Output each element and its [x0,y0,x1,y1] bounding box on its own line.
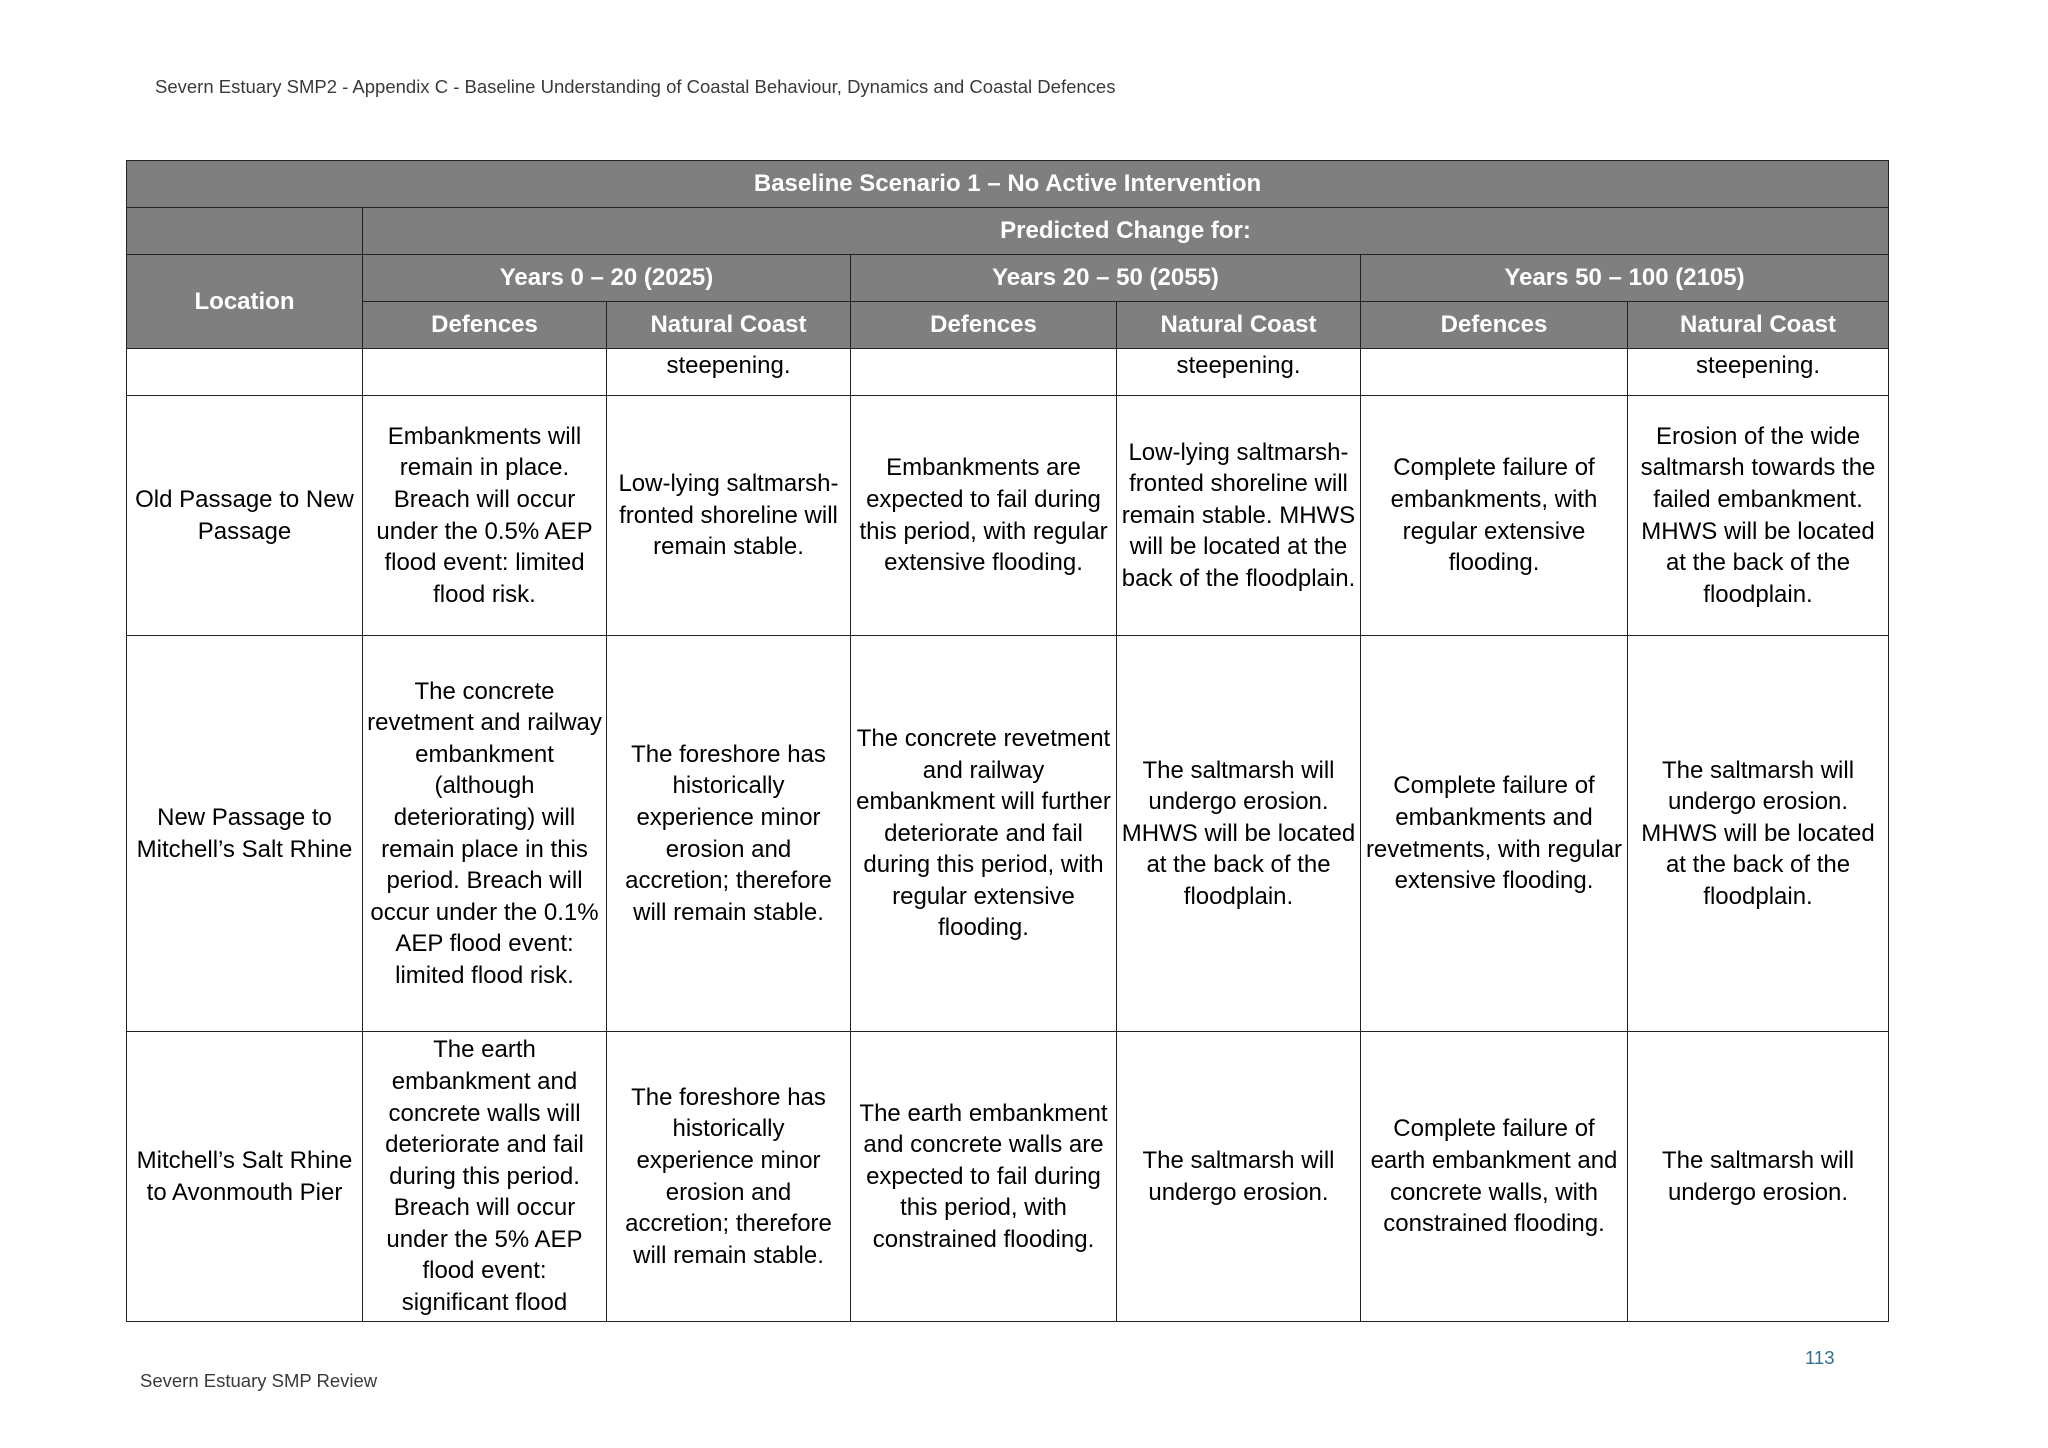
table-cell: The concrete revetment and railway embankment will further deteriorate and fail during this period, with regular extensive flooding. [851,636,1117,1032]
table-cell: Low-lying saltmarsh-fronted shoreline will remain stable. MHWS will be located at the back of the floodplain. [1117,396,1361,636]
table-cell: Embankments are expected to fail during this period, with regular extensive flooding. [851,396,1117,636]
table-cell: The earth embankment and concrete walls will deteriorate and fail during this period. Breach will occur under the 5% AEP flood event: significant flood [363,1032,607,1322]
period-header-0-20: Years 0 – 20 (2025) [363,255,851,302]
table-cell [363,349,607,396]
location-cell: Old Passage to New Passage [127,396,363,636]
subheader-natural-coast: Natural Coast [607,302,851,349]
continuation-row [127,349,1889,396]
location-cell: Mitchell’s Salt Rhine to Avonmouth Pier [127,1032,363,1322]
running-footer: Severn Estuary SMP Review [140,1370,378,1391]
table-cell: The earth embankment and concrete walls are expected to fail during this period, with constrained flooding. [851,1032,1117,1322]
subheader-defences: Defences [363,302,607,349]
baseline-scenario-table [126,160,1889,1322]
table-cell [1361,349,1628,396]
table-cell: Embankments will remain in place. Breach will occur under the 0.5% AEP flood event: limited flood risk. [363,396,607,636]
table-cell: The saltmarsh will undergo erosion. MHWS will be located at the back of the floodplain. [1117,636,1361,1032]
table-title: Baseline Scenario 1 – No Active Intervention [127,161,1889,208]
table-cell: Complete failure of embankments and revetments, with regular extensive flooding. [1361,636,1628,1032]
subheader-defences: Defences [1361,302,1628,349]
table-cell: Complete failure of earth embankment and concrete walls, with constrained flooding. [1361,1032,1628,1322]
table-row [127,396,1889,636]
running-header: Severn Estuary SMP2 - Appendix C - Baseline Understanding of Coastal Behaviour, Dynamics and Coastal Defences [155,76,1116,97]
subheader-natural-coast: Natural Coast [1628,302,1889,349]
table-cell: steepening. [1117,349,1361,396]
table-cell: The foreshore has historically experience minor erosion and accretion; therefore will remain stable. [607,636,851,1032]
table-cell: steepening. [1628,349,1889,396]
page-number: 113 [1805,1347,1835,1368]
period-header-50-100: Years 50 – 100 (2105) [1361,255,1889,302]
table-cell: The saltmarsh will undergo erosion. [1628,1032,1889,1322]
table-cell: The saltmarsh will undergo erosion. MHWS will be located at the back of the floodplain. [1628,636,1889,1032]
table-cell: Erosion of the wide saltmarsh towards the failed embankment. MHWS will be located at the back of the floodplain. [1628,396,1889,636]
subheader-natural-coast: Natural Coast [1117,302,1361,349]
location-header: Location [127,255,363,349]
period-header-20-50: Years 20 – 50 (2055) [851,255,1361,302]
table-cell [127,349,363,396]
predicted-change-header: Predicted Change for: [363,208,1889,255]
location-cell: New Passage to Mitchell’s Salt Rhine [127,636,363,1032]
blank-header-cell [127,208,363,255]
table-cell: The concrete revetment and railway embankment (although deteriorating) will remain place in this period. Breach will occur under the 0.1% AEP flood event: limited flood risk. [363,636,607,1032]
table-cell: The foreshore has historically experience minor erosion and accretion; therefore will remain stable. [607,1032,851,1322]
table-row [127,1032,1889,1322]
subheader-defences: Defences [851,302,1117,349]
table-cell: Complete failure of embankments, with regular extensive flooding. [1361,396,1628,636]
table-cell: steepening. [607,349,851,396]
table-row [127,636,1889,1032]
table-cell: Low-lying saltmarsh-fronted shoreline will remain stable. [607,396,851,636]
table-cell: The saltmarsh will undergo erosion. [1117,1032,1361,1322]
table-cell [851,349,1117,396]
